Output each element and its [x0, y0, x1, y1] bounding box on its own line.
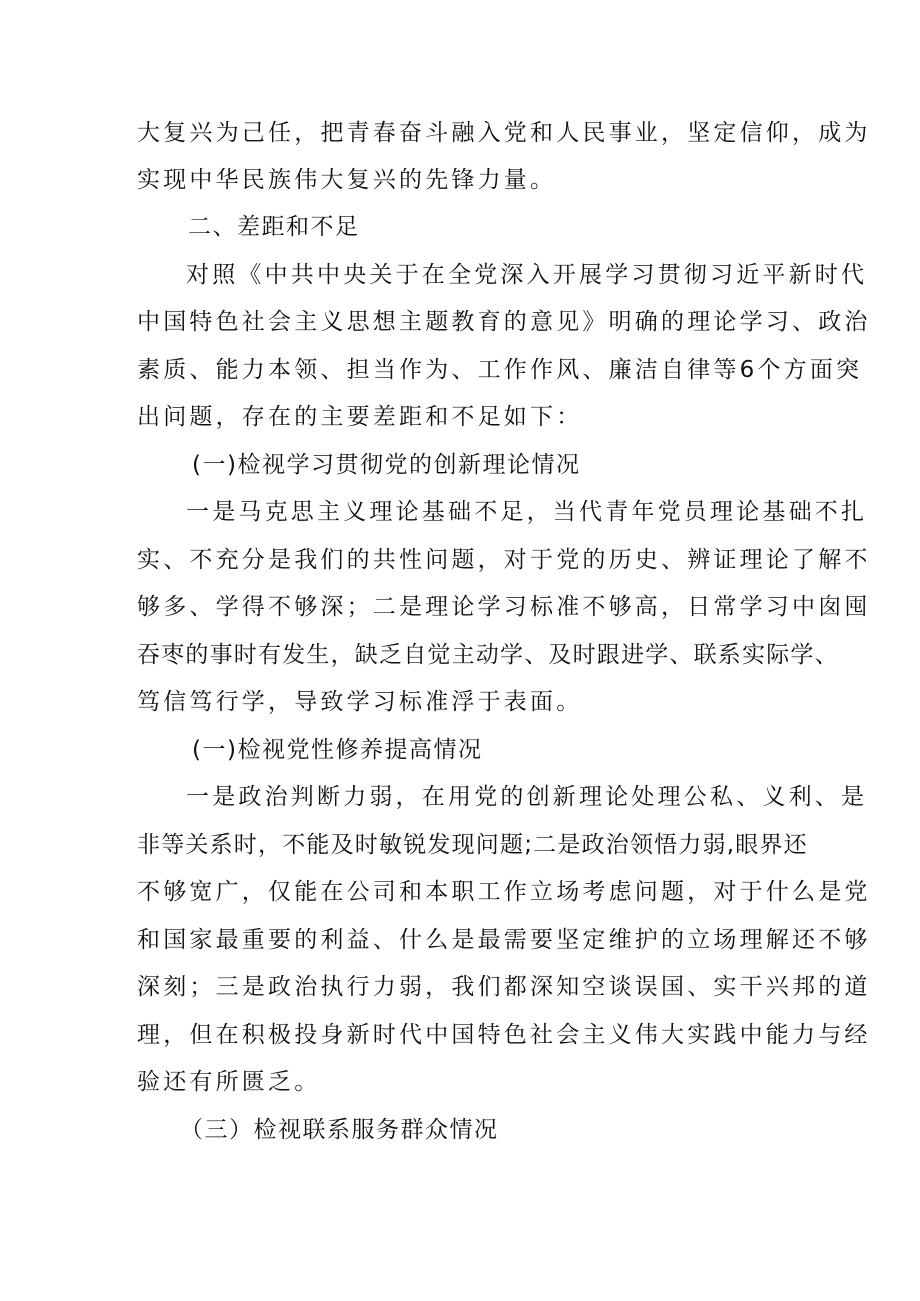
- section-heading-gaps: 二、差距和不足: [188, 214, 360, 240]
- subsection-heading-serve-masses: （三）检视联系服务群众情况: [180, 1117, 499, 1143]
- text-line-12: 吞枣的事时有发生，缺乏自觉主动学、及时跟进学、联系实际学、: [137, 642, 839, 668]
- text-line-21: 验还有所匮乏。: [137, 1069, 321, 1095]
- subsection-heading-theory: (一)检视学习贯彻党的创新理论情况: [192, 452, 581, 478]
- text-line-4: 对照《中共中央关于在全党深入开展学习贯彻习近平新时代: [186, 262, 868, 288]
- text-line-15: 一是政治判断力弱，在用党的创新理论处理公私、义利、是: [186, 784, 868, 810]
- subsection-heading-party-spirit: (一)检视党性修养提高情况: [192, 737, 483, 763]
- text-line-9: 一是马克思主义理论基础不足，当代青年党员理论基础不扎: [186, 499, 868, 525]
- text-line-20: 理，但在积极投身新时代中国特色社会主义伟大实践中能力与经: [137, 1022, 871, 1048]
- text-line-5: 中国特色社会主义思想主题教育的意见》明确的理论学习、政治: [137, 309, 871, 335]
- text-line-17: 不够宽广，仅能在公司和本职工作立场考虑问题，对于什么是党: [137, 879, 871, 905]
- text-line-10: 实、不充分是我们的共性问题，对于党的历史、辨证理论了解不: [137, 547, 871, 573]
- text-line-1: 大复兴为己任，把青春奋斗融入党和人民事业，坚定信仰，成为: [137, 120, 871, 146]
- text-line-19: 深刻；三是政治执行力弱，我们都深知空谈误国、实干兴邦的道: [137, 974, 871, 1000]
- text-line-11: 够多、学得不够深；二是理论学习标准不够高，日常学习中囱囤: [137, 594, 871, 620]
- text-line-16: 非等关系时，不能及时敏锐发现问题;二是政治领悟力弱,眼界还: [137, 832, 808, 858]
- text-line-6: 素质、能力本领、担当作为、工作作风、廉洁自律等6个方面突: [137, 357, 863, 383]
- text-line-13: 笃信笃行学，导致学习标准浮于表面。: [137, 689, 583, 715]
- text-line-2: 实现中华民族伟大复兴的先锋力量。: [137, 167, 557, 193]
- text-line-18: 和国家最重要的利益、什么是最需要坚定维护的立场理解还不够: [137, 927, 871, 953]
- text-line-7: 出问题，存在的主要差距和不足如下：: [137, 404, 583, 430]
